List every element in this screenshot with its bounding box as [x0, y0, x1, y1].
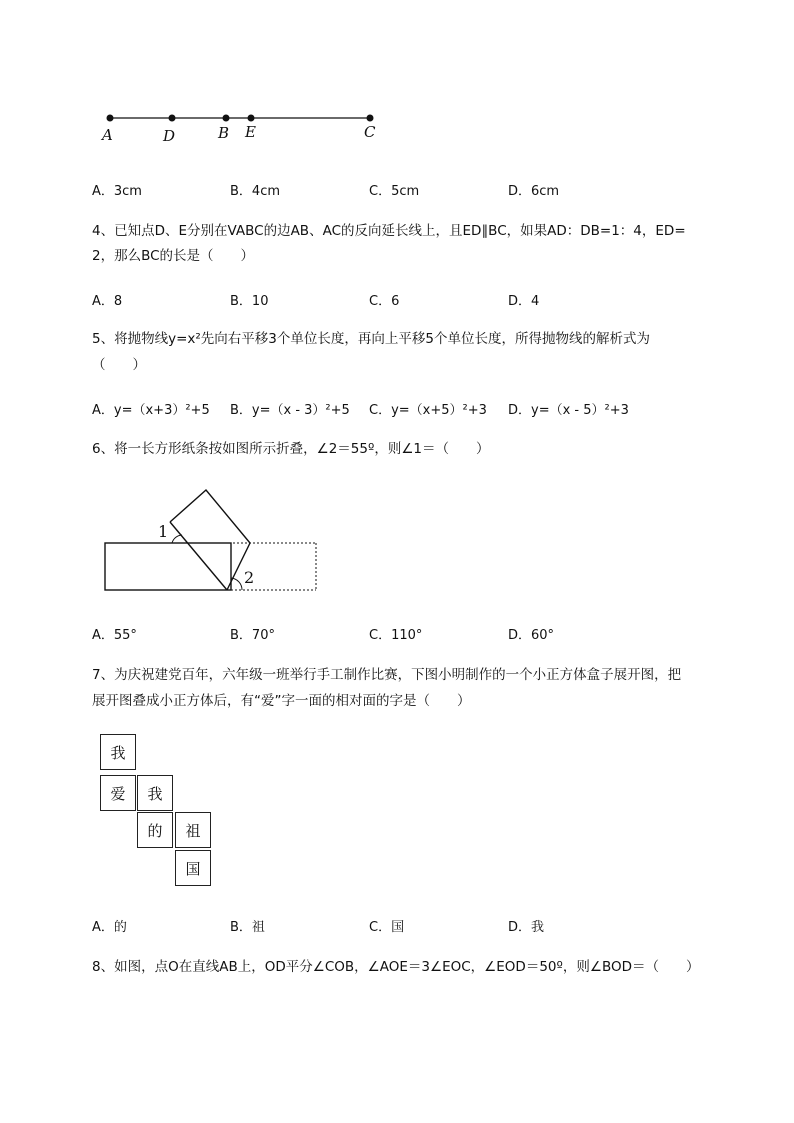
q3-option-d[interactable]: D．6cm — [508, 184, 560, 199]
q5-option-d[interactable]: D．y=（x - 5）²+3 — [508, 403, 629, 418]
q7-stem-line-2: 展开图叠成小正方体后，有“爱”字一面的相对面的字是（ ） — [92, 693, 471, 709]
q6-stem-line-1: 6、将一长方形纸条按如图所示折叠，∠2＝55º，则∠1＝（ ） — [92, 441, 490, 457]
net-cell-2: 爱 — [100, 775, 136, 811]
angle-label-2: 2 — [244, 568, 255, 587]
point-label-c: C — [364, 123, 376, 141]
q4-stem-line-2: 2，那么BC的长是（ ） — [92, 248, 255, 264]
q6-option-c[interactable]: C．110° — [369, 628, 423, 643]
q6-option-a[interactable]: A．55° — [92, 628, 137, 643]
net-cell-5: 祖 — [175, 812, 211, 848]
q3-option-b[interactable]: B．4cm — [230, 184, 281, 199]
angle-label-1: 1 — [158, 522, 169, 541]
q3-option-c[interactable]: C．5cm — [369, 184, 420, 199]
q4-option-b[interactable]: B．10 — [230, 294, 269, 309]
q7-stem-line-1: 7、为庆祝建党百年，六年级一班举行手工制作比赛，下图小明制作的一个小正方体盒子展开图，把 — [92, 667, 682, 683]
net-cell-4: 的 — [137, 812, 173, 848]
q4-option-a[interactable]: A．8 — [92, 294, 123, 309]
q7-option-c[interactable]: C．国 — [369, 920, 405, 935]
q5-stem-line-2: （ ） — [92, 357, 146, 373]
q5-option-c[interactable]: C．y=（x+5）²+3 — [369, 403, 487, 418]
q5-option-a[interactable]: A．y=（x+3）²+5 — [92, 403, 210, 418]
q7-option-d[interactable]: D．我 — [508, 920, 545, 935]
folded-strip-figure — [0, 480, 794, 640]
q7-option-b[interactable]: B．祖 — [230, 920, 265, 935]
net-cell-1: 我 — [100, 734, 136, 770]
line-segment-svg — [0, 0, 794, 150]
point-label-b: B — [218, 124, 230, 142]
point-label-e: E — [245, 123, 256, 141]
q7-option-a[interactable]: A．的 — [92, 920, 127, 935]
q3-option-a[interactable]: A．3cm — [92, 184, 142, 199]
q4-option-d[interactable]: D．4 — [508, 294, 540, 309]
point-label-a: A — [102, 126, 113, 144]
net-cell-3: 我 — [137, 775, 173, 811]
q4-stem-line-1: 4、已知点D、E分别在VABC的边AB、AC的反向延长线上，且ED∥BC，如果AD：DB=1：4，ED= — [92, 223, 686, 239]
q6-option-d[interactable]: D．60° — [508, 628, 555, 643]
q4-option-c[interactable]: C．6 — [369, 294, 400, 309]
net-cell-6: 国 — [175, 850, 211, 886]
q6-option-b[interactable]: B．70° — [230, 628, 275, 643]
point-label-d: D — [163, 127, 176, 145]
q5-option-b[interactable]: B．y=（x - 3）²+5 — [230, 403, 350, 418]
q8-stem-line-1: 8、如图，点O在直线AB上，OD平分∠COB，∠AOE＝3∠EOC，∠EOD＝50º，则∠BOD＝（ ） — [92, 959, 700, 975]
q5-stem-line-1: 5、将抛物线y=x²先向右平移3个单位长度，再向上平移5个单位长度，所得抛物线的解析式为 — [92, 331, 650, 347]
